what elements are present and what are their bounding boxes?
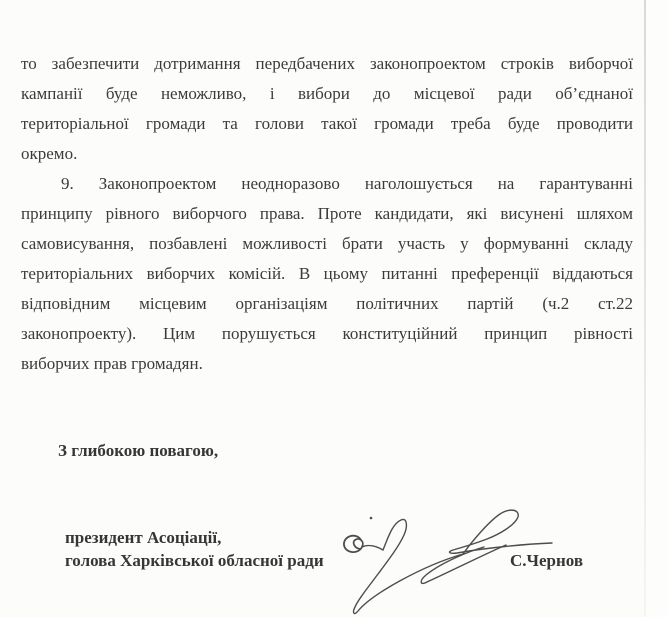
text-line: 9. Законопроектом неодноразово наголошується на гарантуванні (61, 174, 633, 193)
text-line: виборчих прав громадян. (21, 354, 203, 373)
text-line: відповідним місцевим організаціям політичних партій (ч.2 ст.22 (21, 294, 633, 313)
text-line: принципу рівного виборчого права. Проте кандидати, які висунені шляхом (21, 204, 633, 223)
signer-title-line1: президент Асоціації, (65, 528, 222, 547)
paragraph-point-9 (21, 169, 633, 379)
signer-name: С.Чернов (510, 551, 584, 570)
text-line: то забезпечити дотримання передбачених законопроектом строків виборчої (21, 54, 633, 73)
text-line: кампанії буде неможливо, і вибори до місцевої ради об’єднаної (21, 84, 633, 103)
closing-salutation: З глибокою повагою, (58, 441, 219, 460)
scan-edge-line (644, 0, 646, 617)
text-line: територіальних виборчих комісій. В цьому питанні преференції віддаються (21, 264, 633, 283)
paragraph-continuation (21, 49, 633, 169)
signer-title-line2: голова Харківської обласної ради (65, 551, 324, 570)
text-line: законопроекту). Цим порушується конституційний принцип рівності (21, 324, 633, 343)
letter-body (21, 49, 633, 379)
text-line: самовисування, позбавлені можливості брати участь у формуванні складу (21, 234, 633, 253)
scan-edge-strip (646, 0, 668, 617)
text-line: окремо. (21, 144, 78, 163)
text-line: територіальної громади та голови такої громади треба буде проводити (21, 114, 633, 133)
